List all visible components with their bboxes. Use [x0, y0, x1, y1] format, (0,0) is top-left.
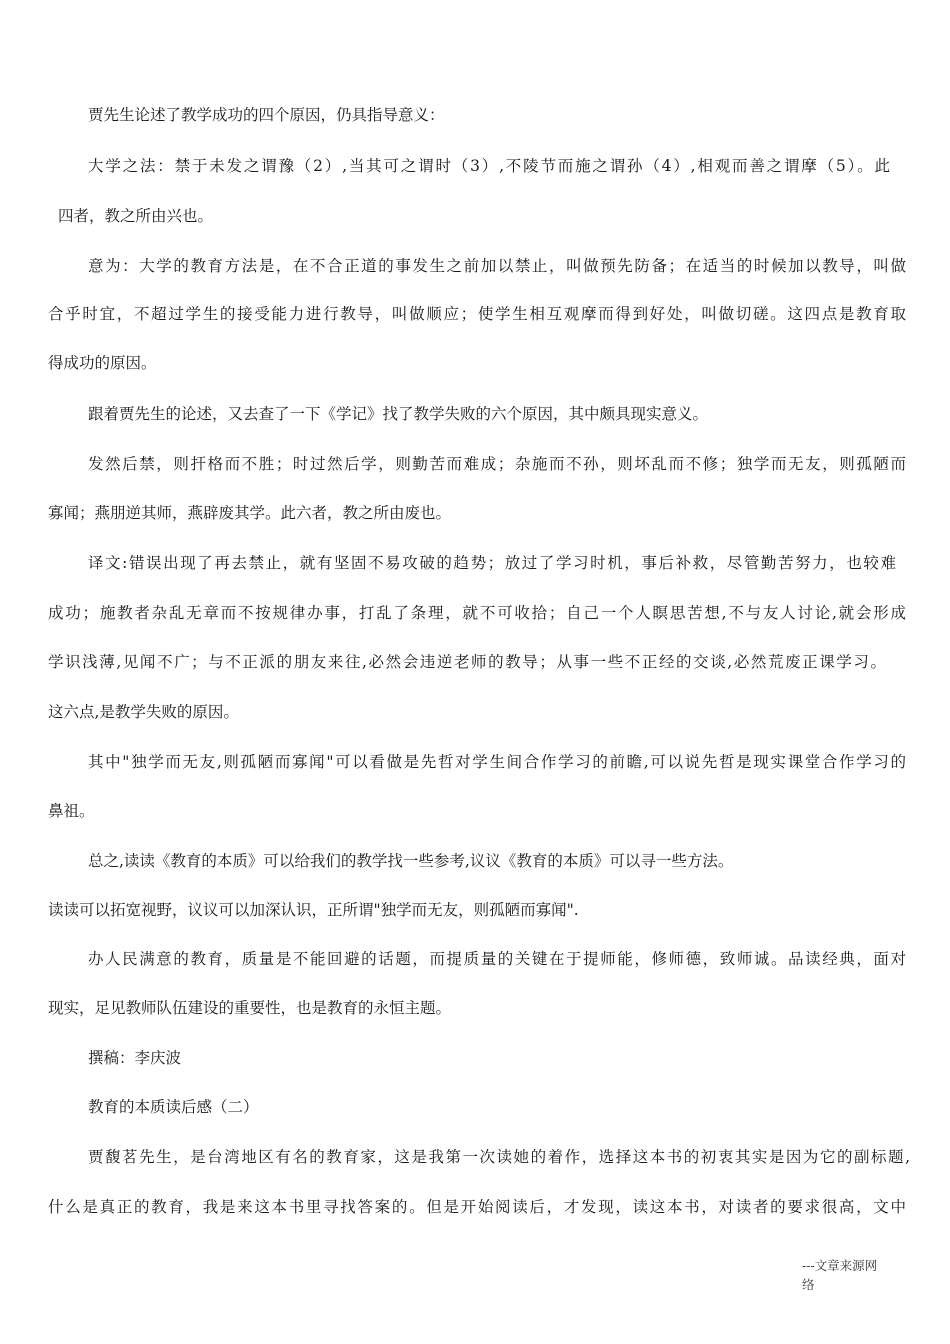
paragraph-line: 成功；施教者杂乱无章而不按规律办事，打乱了条理，就不可收拾；自己一个人瞑思苦想,不与友人讨论,就会形成 — [48, 604, 906, 622]
paragraph-line: 总之,读读《教育的本质》可以给我们的教学找一些参考,议议《教育的本质》可以寻一些方法。 — [88, 852, 734, 870]
paragraph-line: 得成功的原因。 — [48, 354, 157, 372]
paragraph-line: 学识浅薄,见闻不广；与不正派的朋友来往,必然会违逆老师的教导；从事一些不正经的交谈,必然荒废正课学习。 — [48, 653, 886, 671]
paragraph-line: 读读可以拓宽视野，议议可以加深认识，正所谓"独学而无友，则孤陋而寡闻". — [48, 901, 579, 919]
paragraph-line: 大学之法：禁于未发之谓豫（2）,当其可之谓时（3）,不陵节而施之谓孙（4）,相观而善之谓摩（5）。此 — [88, 157, 890, 175]
paragraph-line: 鼻祖。 — [48, 802, 95, 820]
paragraph-line: 办人民满意的教育，质量是不能回避的话题，而提质量的关键在于提师能，修师德，致师诚。品读经典，面对 — [88, 950, 906, 968]
paragraph-line: 贾先生论述了教学成功的四个原因，仍具指导意义： — [88, 106, 445, 124]
paragraph-line: 合乎时宜，不超过学生的接受能力进行教导，叫做顺应；使学生相互观摩而得到好处，叫做切磋。这四点是教育取 — [48, 305, 906, 323]
paragraph-line: 这六点,是教学失败的原因。 — [48, 703, 239, 721]
paragraph-line: 四者，教之所由兴也。 — [58, 207, 214, 225]
paragraph-line: 什么是真正的教育，我是来这本书里寻找答案的。但是开始阅读后，才发现，读这本书，对读者的要求很高，文中 — [48, 1198, 906, 1216]
source-footer-line: 络 — [802, 1277, 815, 1292]
paragraph-line: 译文:错误出现了再去禁止，就有坚固不易攻破的趋势；放过了学习时机，事后补救，尽管勤苦努力，也较难 — [88, 554, 896, 572]
paragraph-line: 跟着贾先生的论述，又去查了一下《学记》找了教学失败的六个原因，其中颇具现实意义。 — [88, 405, 709, 423]
author-credit: 撰稿：李庆波 — [88, 1049, 182, 1067]
source-footer-line: ---文章来源网 — [802, 1258, 878, 1273]
paragraph-line: 贾馥茗先生，是台湾地区有名的教育家，这是我第一次读她的着作，选择这本书的初衷其实是因为它的副标题, — [88, 1148, 910, 1166]
paragraph-line: 意为：大学的教育方法是，在不合正道的事发生之前加以禁止，叫做预先防备；在适当的时候加以教导，叫做 — [88, 257, 906, 275]
source-footer — [802, 1256, 922, 1294]
paragraph-line: 寡闻；燕朋逆其师，燕辟废其学。此六者，教之所由废也。 — [48, 504, 452, 522]
paragraph-line: 其中"独学而无友,则孤陋而寡闻"可以看做是先哲对学生间合作学习的前瞻,可以说先哲是现实课堂合作学习的 — [88, 753, 906, 771]
section-heading: 教育的本质读后感（二） — [88, 1098, 259, 1116]
paragraph-line: 现实，足见教师队伍建设的重要性，也是教育的永恒主题。 — [48, 999, 452, 1017]
paragraph-line: 发然后禁，则扞格而不胜；时过然后学，则勤苦而难成；杂施而不孙，则坏乱而不修；独学而无友，则孤陋而 — [88, 455, 906, 473]
